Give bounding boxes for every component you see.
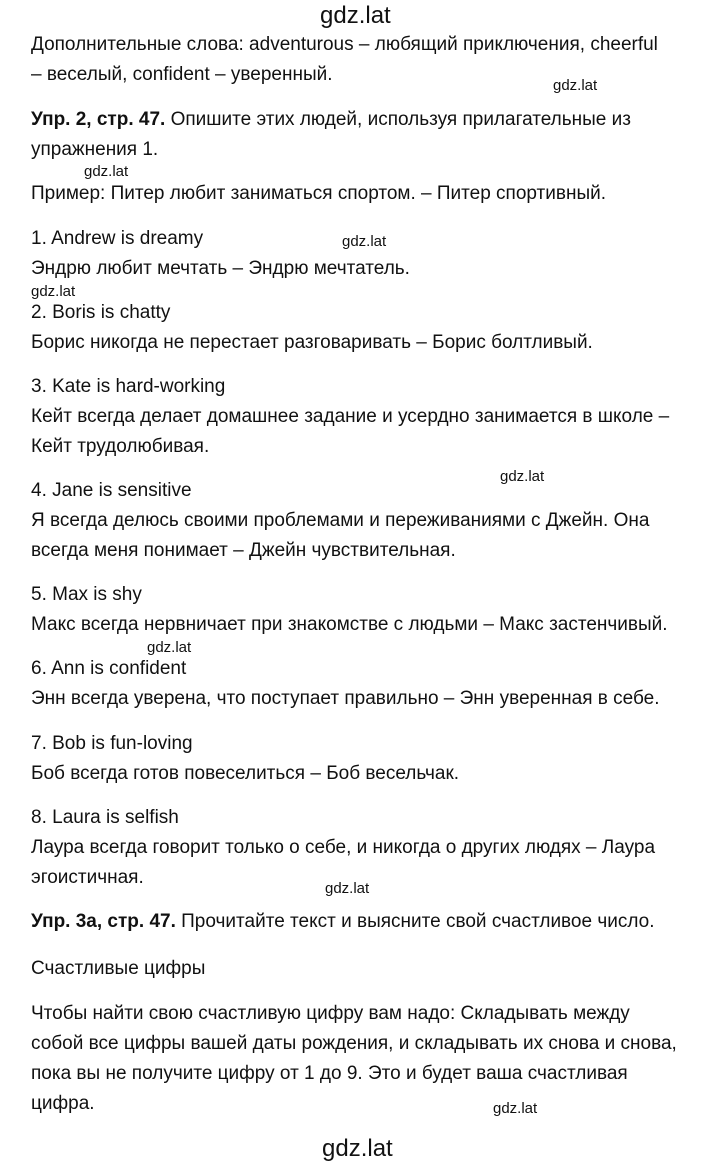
exercise-3a-task: Прочитайте текст и выясните свой счастливое число. — [175, 911, 655, 932]
item-ru: Эндрю любит мечтать – Эндрю мечтатель. — [31, 258, 410, 279]
watermark: gdz.lat — [493, 1100, 538, 1117]
item-en: 1. Andrew is dreamy — [31, 228, 204, 249]
item-ru: Макс всегда нервничает при знакомстве с людьми – Макс застенчивый. — [31, 614, 668, 635]
item-en: 4. Jane is sensitive — [31, 480, 192, 501]
paragraph-line: собой все цифры вашей даты рождения, и складывать их снова и снова, — [31, 1033, 677, 1054]
item-ru: Боб всегда готов повеселиться – Боб весельчак. — [31, 763, 460, 784]
paragraph-line: Чтобы найти свою счастливую цифру вам надо: Складывать между — [31, 1003, 630, 1024]
exercise-2-title — [31, 109, 631, 131]
watermark: gdz.lat — [31, 283, 76, 300]
paragraph-line: цифра. — [31, 1093, 95, 1114]
item-en: 2. Boris is chatty — [31, 302, 171, 323]
item-ru: всегда меня понимает – Джейн чувствительная. — [31, 540, 456, 561]
watermark: gdz.lat — [147, 639, 192, 656]
paragraph-line: пока вы не получите цифру от 1 до 9. Это и будет ваша счастливая — [31, 1063, 628, 1084]
exercise-2-example: Пример: Питер любит заниматься спортом. – Питер спортивный. — [31, 183, 606, 204]
watermark: gdz.lat — [325, 880, 370, 897]
lucky-numbers-heading: Счастливые цифры — [31, 958, 206, 979]
exercise-2-label: Упр. 2, стр. 47. — [31, 109, 166, 130]
watermark: gdz.lat — [84, 163, 129, 180]
site-footer-watermark: gdz.lat — [322, 1135, 393, 1162]
site-header-watermark: gdz.lat — [320, 2, 391, 29]
item-ru: эгоистичная. — [31, 867, 144, 888]
item-en: 7. Bob is fun-loving — [31, 733, 193, 754]
exercise-2-task-line-2: упражнения 1. — [31, 139, 159, 160]
intro-line-1: Дополнительные слова: adventurous – любящий приключения, cheerful — [31, 34, 658, 55]
exercise-3a-label: Упр. 3а, стр. 47. — [31, 911, 176, 932]
watermark: gdz.lat — [342, 233, 387, 250]
watermark: gdz.lat — [500, 468, 545, 485]
item-ru: Энн всегда уверена, что поступает правильно – Энн уверенная в себе. — [31, 688, 660, 709]
item-en: 8. Laura is selfish — [31, 807, 179, 828]
item-ru: Я всегда делюсь своими проблемами и переживаниями с Джейн. Она — [31, 510, 650, 531]
item-en: 6. Ann is confident — [31, 658, 187, 679]
watermark: gdz.lat — [553, 77, 598, 94]
item-ru: Кейт всегда делает домашнее задание и усердно занимается в школе – — [31, 406, 670, 427]
item-ru: Борис никогда не перестает разговаривать – Борис болтливый. — [31, 332, 593, 353]
exercise-3a-title — [31, 911, 655, 933]
item-en: 5. Max is shy — [31, 584, 142, 605]
item-ru: Кейт трудолюбивая. — [31, 436, 210, 457]
item-en: 3. Kate is hard-working — [31, 376, 226, 397]
exercise-2-task: Опишите этих людей, используя прилагательные из — [165, 109, 631, 130]
item-ru: Лаура всегда говорит только о себе, и никогда о других людях – Лаура — [31, 837, 656, 858]
intro-line-2: – веселый, confident – уверенный. — [31, 64, 333, 85]
